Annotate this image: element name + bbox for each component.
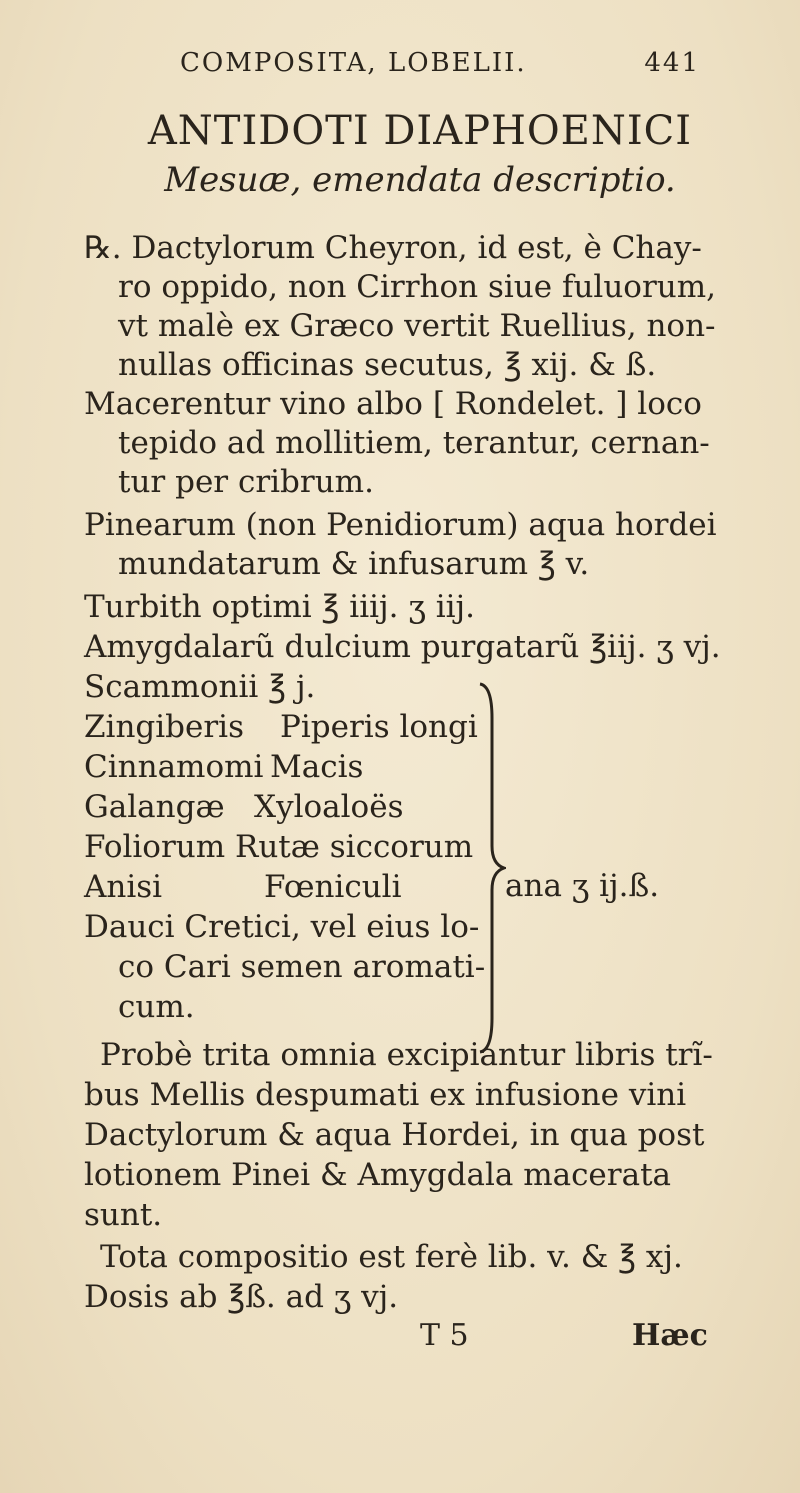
ana-dose: ana ʒ ij.ß. — [505, 868, 660, 904]
ingredient-left: Cinnamomi — [84, 749, 264, 785]
ingredient-left: co Cari semen aromati- — [118, 949, 486, 985]
recipe-subtitle: Mesuæ, emendata descriptio. — [164, 160, 676, 200]
text-line: Dactylorum & aqua Hordei, in qua post — [84, 1117, 705, 1153]
text-line: mundatarum & infusarum ℥ v. — [118, 546, 590, 582]
ingredient-left: cum. — [118, 989, 195, 1025]
text-line: Turbith optimi ℥ iiij. ʒ iij. — [84, 589, 476, 625]
ingredient-left: Dauci Cretici, vel eius lo- — [84, 909, 480, 945]
text-line: bus Mellis despumati ex infusione vini — [84, 1077, 687, 1113]
ingredient-left: Zingiberis — [84, 709, 245, 745]
running-head — [180, 48, 700, 78]
text-line: Amygdalarũ dulcium purgatarũ ℥iij. ʒ vj. — [84, 629, 721, 665]
text-line: nullas officinas secutus, ℥ xij. & ß. — [118, 347, 657, 383]
text-line: tepido ad mollitiem, terantur, cernan- — [118, 425, 710, 461]
text-line: lotionem Pinei & Amygdala macerata — [84, 1157, 672, 1193]
text-line: Pinearum (non Penidiorum) aqua hordei — [84, 507, 717, 543]
text-line: Probè trita omnia excipiantur libris trĩ- — [100, 1037, 713, 1073]
ingredient-right: Macis — [270, 749, 364, 785]
text-line: Macerentur vino albo [ Rondelet. ] loco — [84, 386, 702, 422]
ingredient-right: Xyloaloës — [254, 789, 404, 825]
text-line: Dosis ab ℥ß. ad ʒ vj. — [84, 1279, 399, 1315]
text-line: Scammonii ℥ j. — [84, 669, 316, 705]
signature-mark: T 5 — [420, 1318, 469, 1353]
page-number: 441 — [644, 48, 700, 78]
text-line: tur per cribrum. — [118, 464, 374, 500]
text-line: ro oppido, non Cirrhon siue fuluorum, — [118, 269, 716, 305]
recipe-title: ANTIDOTI DIAPHOENICI — [147, 108, 693, 154]
ingredient-left: Anisi — [84, 869, 163, 905]
text-line: ℞. Dactylorum Cheyron, id est, è Chay- — [84, 230, 702, 266]
right-brace — [476, 678, 506, 1058]
catchword: Hæc — [632, 1318, 708, 1353]
text-line: Tota compositio est ferè lib. v. & ℥ xj. — [100, 1239, 683, 1275]
running-head-title: COMPOSITA, LOBELII. — [180, 48, 527, 78]
text-line: vt malè ex Græco vertit Ruellius, non- — [118, 308, 716, 344]
ingredient-right: Fœniculi — [264, 869, 402, 905]
text-line: sunt. — [84, 1197, 163, 1233]
ingredient-left: Foliorum Rutæ siccorum — [84, 829, 474, 865]
ingredient-right: Piperis longi — [280, 709, 478, 745]
ingredient-left: Galangæ — [84, 789, 225, 825]
